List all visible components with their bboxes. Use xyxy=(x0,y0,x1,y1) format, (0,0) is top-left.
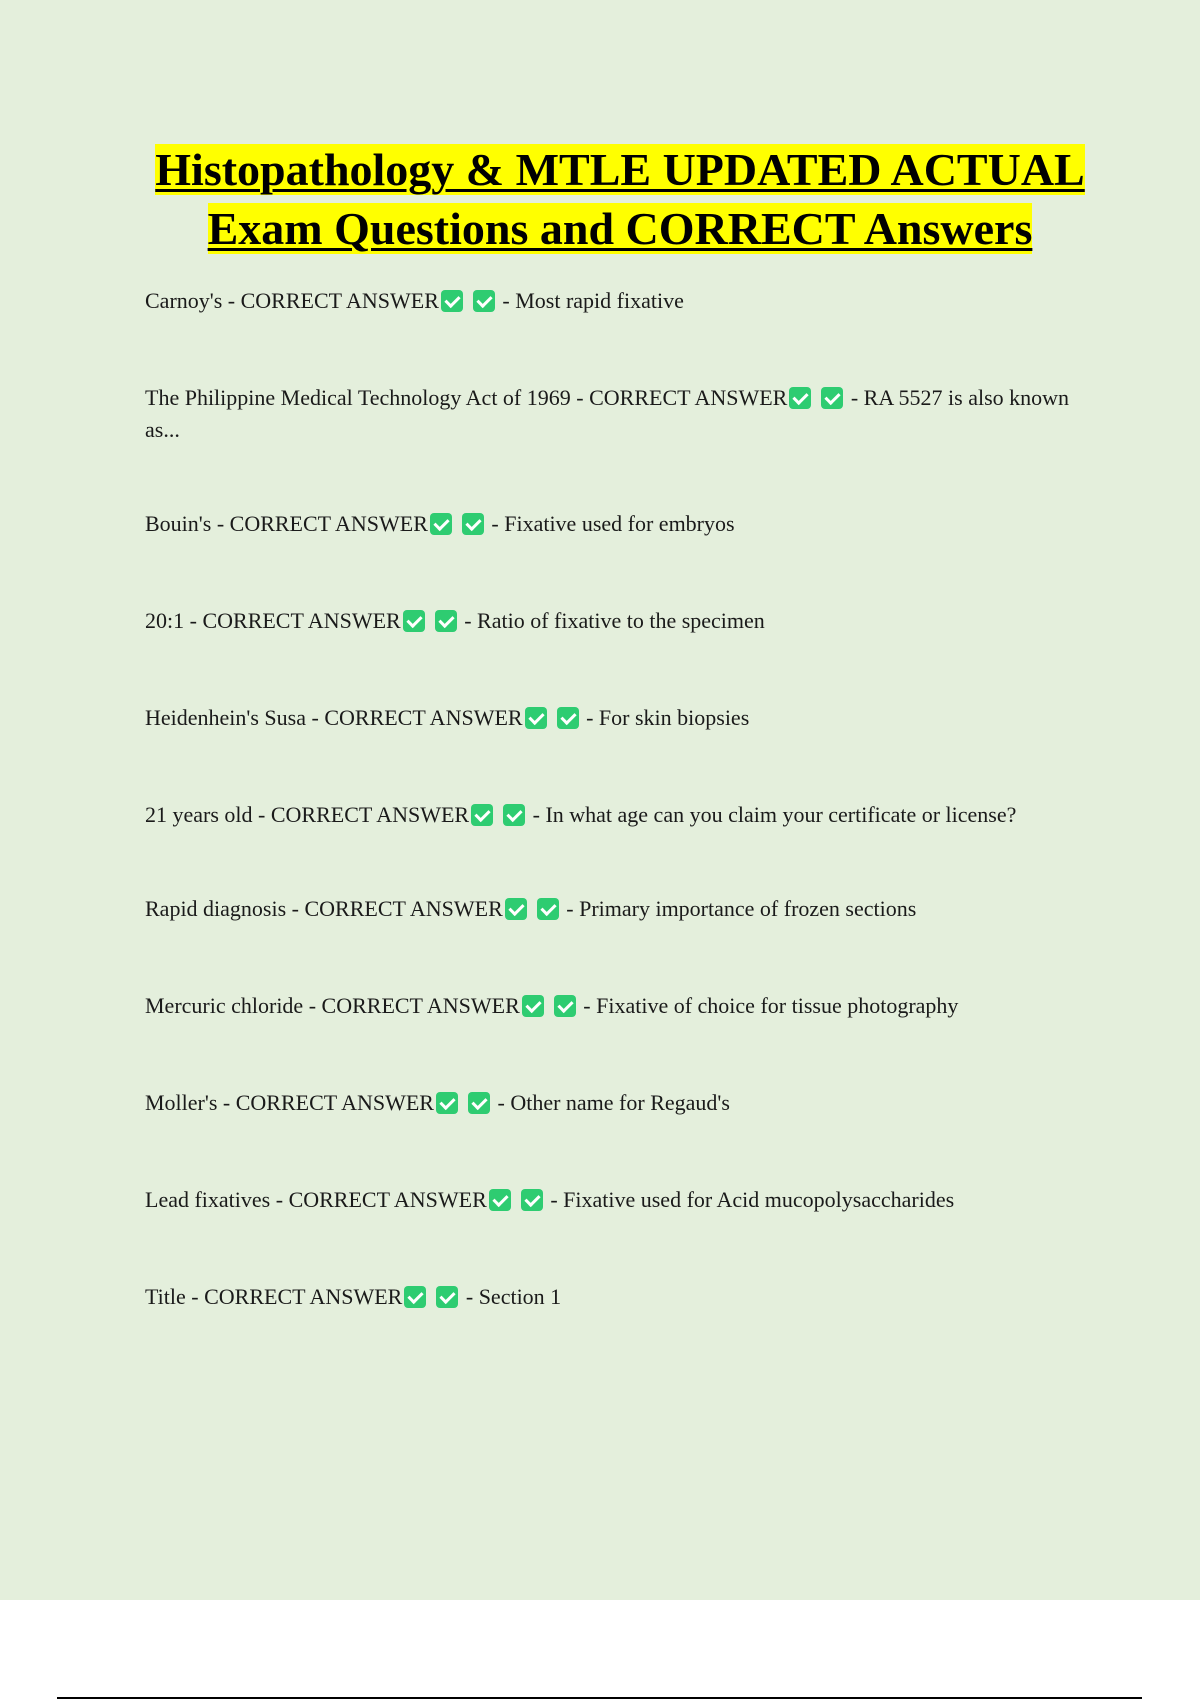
check-mark-icon xyxy=(462,513,484,535)
check-mark-icon xyxy=(557,707,579,729)
qa-item: The Philippine Medical Technology Act of 1969 - CORRECT ANSWER - RA 5527 is also known as... xyxy=(145,385,1070,442)
check-mark-icon xyxy=(403,610,425,632)
qa-answer: Primary importance of frozen sections xyxy=(579,896,917,921)
qa-separator: CORRECT ANSWER xyxy=(229,511,428,536)
qa-answer: Other name for Regaud's xyxy=(510,1090,730,1115)
qa-separator: CORRECT ANSWER xyxy=(204,1284,403,1309)
check-mark-icon xyxy=(436,1286,458,1308)
check-mark-icon xyxy=(554,995,576,1017)
check-mark-icon xyxy=(473,290,495,312)
check-mark-icon xyxy=(430,513,452,535)
check-mark-icon xyxy=(435,610,457,632)
qa-term: Lead fixatives xyxy=(145,1187,271,1212)
qa-answer: For skin biopsies xyxy=(598,705,750,730)
check-mark-icon xyxy=(436,1092,458,1114)
qa-item: Title - CORRECT ANSWER - Section 1 xyxy=(145,1284,562,1309)
qa-item: 21 years old - CORRECT ANSWER - In what age can you claim your certificate or license? xyxy=(145,802,1017,827)
check-mark-icon xyxy=(521,1189,543,1211)
qa-separator: CORRECT ANSWER xyxy=(240,288,439,313)
check-mark-icon xyxy=(471,804,493,826)
qa-term: 20:1 xyxy=(145,608,185,633)
qa-separator: CORRECT ANSWER xyxy=(202,608,401,633)
document-content xyxy=(145,140,1095,1378)
qa-answer: Ratio of fixative to the specimen xyxy=(477,608,765,633)
check-mark-icon xyxy=(489,1189,511,1211)
qa-item: Bouin's - CORRECT ANSWER - Fixative used for embryos xyxy=(145,511,735,536)
qa-term: The Philippine Medical Technology Act of 1969 xyxy=(145,385,571,410)
qa-term: Heidenhein's Susa xyxy=(145,705,306,730)
check-mark-icon xyxy=(503,804,525,826)
qa-list xyxy=(145,285,1095,1313)
qa-separator: CORRECT ANSWER xyxy=(235,1090,434,1115)
check-mark-icon xyxy=(404,1286,426,1308)
qa-answer: In what age can you claim your certificate or license? xyxy=(545,802,1017,827)
check-mark-icon xyxy=(537,898,559,920)
footer-divider xyxy=(57,1697,1142,1699)
qa-item: Carnoy's - CORRECT ANSWER - Most rapid fixative xyxy=(145,288,684,313)
qa-separator: CORRECT ANSWER xyxy=(321,993,520,1018)
qa-item: Moller's - CORRECT ANSWER - Other name for Regaud's xyxy=(145,1090,730,1115)
qa-answer: RA 5527 is also known as... xyxy=(145,385,1070,442)
check-mark-icon xyxy=(522,995,544,1017)
document-title xyxy=(145,140,1095,258)
qa-term: Bouin's xyxy=(145,511,212,536)
qa-separator: CORRECT ANSWER xyxy=(304,896,503,921)
check-mark-icon xyxy=(468,1092,490,1114)
qa-term: Title xyxy=(145,1284,186,1309)
document-title-text: Histopathology & MTLE UPDATED ACTUAL Exam Questions and CORRECT Answers xyxy=(155,144,1085,254)
qa-answer: Fixative used for Acid mucopolysaccharides xyxy=(563,1187,955,1212)
qa-separator: CORRECT ANSWER xyxy=(589,385,788,410)
qa-answer: Fixative used for embryos xyxy=(504,511,735,536)
qa-item: Rapid diagnosis - CORRECT ANSWER - Primary importance of frozen sections xyxy=(145,896,917,921)
qa-term: 21 years old xyxy=(145,802,253,827)
qa-term: Mercuric chloride xyxy=(145,993,304,1018)
qa-item: Lead fixatives - CORRECT ANSWER - Fixative used for Acid mucopolysaccharides xyxy=(145,1187,955,1212)
qa-answer: Most rapid fixative xyxy=(515,288,684,313)
check-mark-icon xyxy=(505,898,527,920)
qa-separator: CORRECT ANSWER xyxy=(288,1187,487,1212)
qa-item: Mercuric chloride - CORRECT ANSWER - Fixative of choice for tissue photography xyxy=(145,993,959,1018)
qa-term: Carnoy's xyxy=(145,288,223,313)
qa-item: 20:1 - CORRECT ANSWER - Ratio of fixative to the specimen xyxy=(145,608,765,633)
qa-term: Moller's xyxy=(145,1090,218,1115)
qa-answer: Fixative of choice for tissue photography xyxy=(596,993,959,1018)
qa-term: Rapid diagnosis xyxy=(145,896,287,921)
check-mark-icon xyxy=(525,707,547,729)
check-mark-icon xyxy=(821,387,843,409)
qa-answer: Section 1 xyxy=(478,1284,562,1309)
qa-separator: CORRECT ANSWER xyxy=(324,705,523,730)
check-mark-icon xyxy=(441,290,463,312)
qa-separator: CORRECT ANSWER xyxy=(270,802,470,827)
check-mark-icon xyxy=(789,387,811,409)
qa-item: Heidenhein's Susa - CORRECT ANSWER - For skin biopsies xyxy=(145,705,750,730)
